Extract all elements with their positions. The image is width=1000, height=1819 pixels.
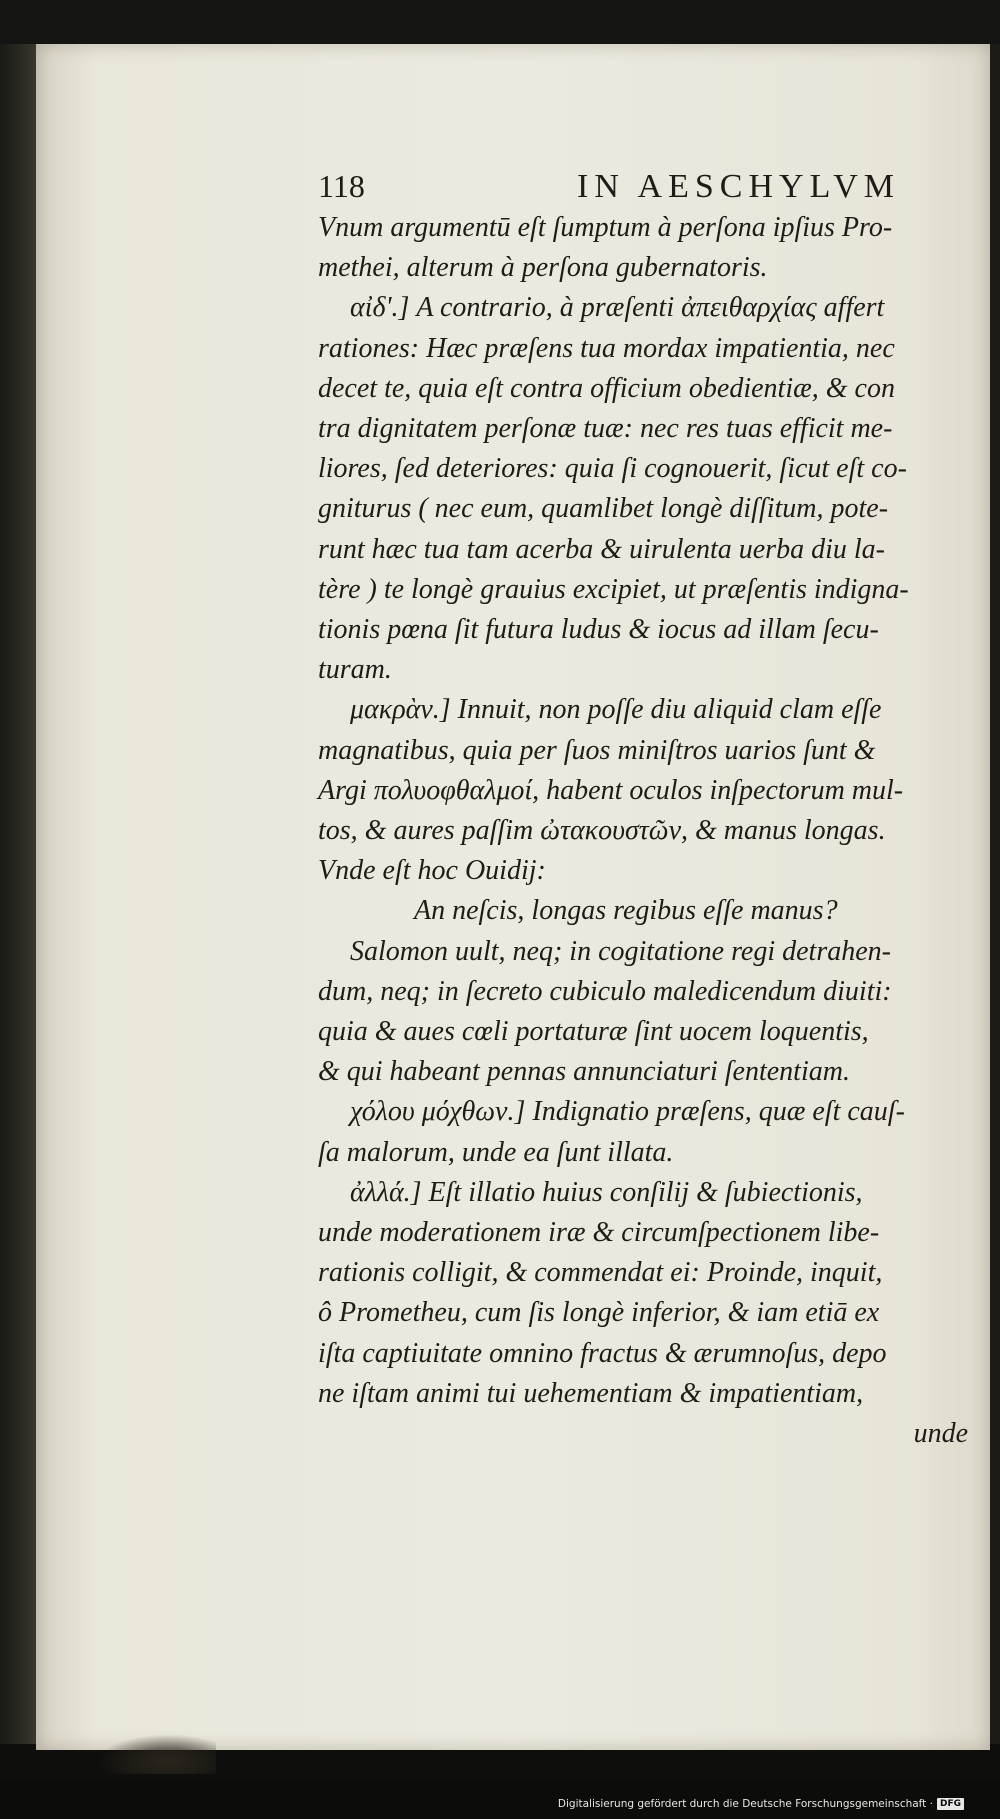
- text-line: An neſcis, longas regibus eſſe manus?: [414, 895, 838, 927]
- page-text: [318, 168, 978, 1454]
- text-line: μακρὰν.] Innuit, non poſſe diu aliquid clam eſſe: [350, 694, 882, 726]
- text-line: tos, & aures paſſim ὠτακουστῶν, & manus longas.: [318, 815, 886, 847]
- credit-text: Digitalisierung gefördert durch die Deutsche Forschungsgemeinschaft ·: [557, 1798, 933, 1810]
- text-line: iſta captiuitate omnino fractus & ærumnoſus, depo: [318, 1337, 887, 1369]
- text-line: tionis pœna ſit futura ludus & iocus ad illam ſecu-: [318, 614, 879, 646]
- text-line: dum, neq; in ſecreto cubiculo maledicendum diuiti:: [318, 975, 892, 1007]
- text-line: runt hæc tua tam acerba & uirulenta uerba diu la-: [318, 533, 885, 565]
- text-line: χόλου μόχθων.] Indignatio præſens, quæ eſt cauſ-: [350, 1096, 905, 1128]
- book-binding-edge: [0, 44, 36, 1744]
- text-line: Salomon uult, neq; in cogitatione regi detrahen-: [350, 935, 891, 967]
- body-lines: [318, 208, 978, 1454]
- text-line: gniturus ( nec eum, quamlibet longè diſſitum, pote-: [318, 493, 889, 525]
- text-line: unde: [913, 1418, 968, 1450]
- running-head-title: IN AESCHYLVM: [577, 168, 900, 205]
- page-stain: [96, 1734, 216, 1774]
- text-line: unde moderationem iræ & circumſpectionem libe-: [318, 1217, 880, 1249]
- text-line: Argi πολυοφθαλμοί, habent oculos inſpectorum mul-: [318, 774, 904, 806]
- text-line: rationis colligit, & commendat ei: Proinde, inquit,: [318, 1257, 883, 1289]
- text-line: rationes: Hæc præſens tua mordax impatientia, nec: [318, 332, 895, 364]
- text-line: tra dignitatem perſonæ tuæ: nec res tuas efficit me-: [318, 413, 893, 445]
- text-line: turam.: [318, 654, 392, 686]
- text-line: ἀλλά.] Eſt illatio huius conſilij & ſubiectionis,: [350, 1176, 863, 1208]
- text-line: & qui habeant pennas annunciaturi ſententiam.: [318, 1056, 850, 1088]
- running-header: [318, 168, 900, 206]
- text-line: ô Prometheu, cum ſis longè inferior, & iam etiā ex: [318, 1297, 880, 1329]
- text-line: liores, ſed deteriores: quia ſi cognouerit, ſicut eſt co-: [318, 453, 907, 485]
- scan-background-right: [990, 44, 1000, 1744]
- text-line: methei, alterum à perſona gubernatoris.: [318, 252, 768, 284]
- text-line: Vnum argumentū eſt ſumptum à perſona ipſius Pro-: [318, 212, 893, 243]
- page-number: 118: [318, 168, 365, 204]
- text-line: ne iſtam animi tui uehementiam & impatientiam,: [318, 1377, 864, 1409]
- text-line: ſa malorum, unde ea ſunt illata.: [318, 1136, 674, 1168]
- dfg-logo: DFG: [937, 1798, 964, 1810]
- digitization-credit: [558, 1798, 964, 1810]
- text-line: quia & aues cœli portaturæ ſint uocem loquentis,: [318, 1016, 869, 1048]
- text-line: magnatibus, quia per ſuos miniſtros uarios ſunt &: [318, 734, 876, 766]
- text-line: tère ) te longè grauius excipiet, ut præſentis indigna-: [318, 573, 909, 605]
- scan-background-top: [0, 0, 1000, 44]
- text-line: decet te, quia eſt contra officium obedientiæ, & con: [318, 372, 895, 404]
- text-line: αἰδ'.] A contrario, à præſenti ἀπειθαρχίας affert: [350, 292, 885, 324]
- text-line: Vnde eſt hoc Ouidij:: [318, 855, 546, 887]
